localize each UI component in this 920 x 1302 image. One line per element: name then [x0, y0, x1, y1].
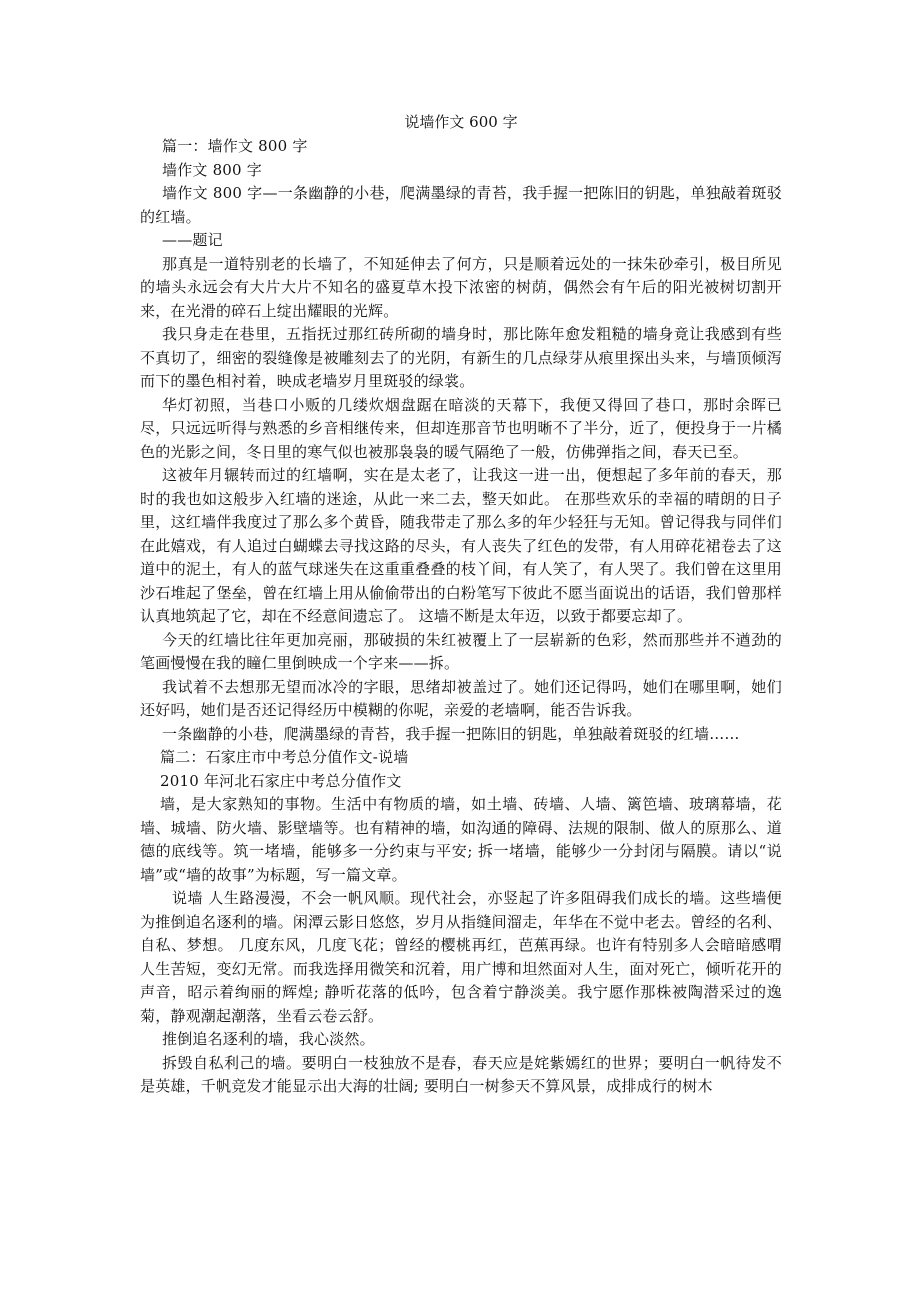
body-paragraph: 那真是一道特别老的长墙了，不知延伸去了何方，只是顺着远处的一抹朱砂牵引，极目所见的墙头永远会有大片大片不知名的盛夏草木投下浓密的树荫，偶然会有午后的阳光被树切割开来，在光滑的碎石上绽出耀眼的光辉。 — [140, 254, 782, 320]
body-paragraph: 我只身走在巷里，五指抚过那红砖所砌的墙身时，那比陈年愈发粗糙的墙身竟让我感到有些不真切了，细密的裂缝像是被雕刻去了的光阴，有新生的几点绿芽从痕里探出头来，与墙顶倾泻而下的墨色相衬着，映成老墙岁月里斑驳的绿裳。 — [140, 325, 782, 390]
essay-title: 墙作文 800 字 — [162, 160, 262, 179]
body-paragraph: 我试着不去想那无望而冰冷的字眼，思绪却被盖过了。她们还记得吗，她们在哪里啊，她们还好吗，她们是否还记得经历中模糊的你呢，亲爱的老墙啊，能否告诉我。 — [140, 677, 782, 719]
essay-subtitle: 2010 年河北石家庄中考总分值作文 — [160, 771, 402, 790]
epigraph-attribution: ——题记 — [162, 231, 223, 249]
body-paragraph: 推倒追名逐利的墙，我心淡然。 — [162, 1030, 375, 1048]
section-heading-2: 篇二：石家庄市中考总分值作文-说墙 — [160, 748, 409, 766]
page-title: 说墙作文 600 字 — [404, 113, 518, 131]
document-body — [140, 111, 782, 1099]
section-heading-1: 篇一：墙作文 800 字 — [162, 137, 308, 155]
prompt-paragraph: 墙，是大家熟知的事物。生活中有物质的墙，如土墙、砖墙、人墙、篱笆墙、玻璃幕墙，花墙、城墙、防火墙、影壁墙等。也有精神的墙，如沟通的障碍、法规的限制、做人的原那么、道德的底线等。筑一堵墙，能够多一分约束与平安; 拆一堵墙，能够少一分封闭与隔膜。请以“说墙”或“墙的故事”为标题，写一篇文章。 — [140, 795, 782, 884]
epigraph: 墙作文 800 字—一条幽静的小巷，爬满墨绿的青苔，我手握一把陈旧的钥匙，单独敲着斑驳的红墙。 — [140, 184, 782, 226]
body-paragraph: 说墙 人生路漫漫，不会一帆风顺。现代社会，亦竖起了许多阻碍我们成长的墙。这些墙便为推倒追名逐利的墙。闲潭云影日悠悠，岁月从指缝间溜走，年华在不觉中老去。曾经的名利、自私、梦想。 几度东风，几度飞花；曾经的樱桃再红，芭蕉再绿。也许有特别多人会暗暗感喟人生苦短，变幻无常。而我选择用微笑和沉着，用广博和坦然面对人生，面对死亡，倾听花开的声音，昭示着绚丽的辉煌; 静听花落的低吟，包含着宁静淡美。我宁愿作那株被陶潜采过的逸菊，静观潮起潮落，坐看云卷云舒。 — [140, 889, 782, 1025]
body-paragraph: 一条幽静的小巷，爬满墨绿的青苔，我手握一把陈旧的钥匙，单独敲着斑驳的红墙…… — [162, 724, 740, 743]
body-paragraph: 这被年月辗转而过的红墙啊，实在是太老了，让我这一进一出，便想起了多年前的春天，那时的我也如这般步入红墙的迷途，从此一来二去，整天如此。 在那些欢乐的幸福的晴朗的日子里，这红墙伴我度过了那么多个黄昏，随我带走了那么多的年少轻狂与无知。曾记得我与同伴们在此嬉戏，有人追过白蝴蝶去寻找这路的尽头，有人丧失了红色的发带，有人用碎花裙卷去了这道中的泥土，有人的蓝气球迷失在这重重叠叠的枝丫间，有人笑了，有人哭了。我们曾在这里用沙石堆起了堡垒，曾在红墙上用从偷偷带出的白粉笔写下彼此不愿当面说出的话语，我们曾那样认真地筑起了它，却在不经意间遗忘了。 这墙不断是太年迈，以致于都要忘却了。 — [140, 466, 782, 625]
body-paragraph: 华灯初照，当巷口小贩的几缕炊烟盘踞在暗淡的天幕下，我便又得回了巷口，那时余晖已尽，只远远听得与熟悉的乡音相继传来，但却连那音节也明晰不了半分，近了，便投身于一片橘色的光影之间，冬日里的寒气似也被那袅袅的暖气隔绝了一般，仿佛弹指之间，春天已至。 — [140, 395, 782, 461]
body-paragraph: 今天的红墙比往年更加亮丽，那破损的朱红被覆上了一层崭新的色彩，然而那些并不遒劲的笔画慢慢在我的瞳仁里倒映成一个字来——拆。 — [140, 630, 782, 672]
body-paragraph: 拆毁自私利己的墙。要明白一枝独放不是春，春天应是姹紫嫣红的世界；要明白一帆待发不是英雄，千帆竞发才能显示出大海的壮阔; 要明白一树参天不算风景，成排成行的树木 — [140, 1053, 782, 1095]
